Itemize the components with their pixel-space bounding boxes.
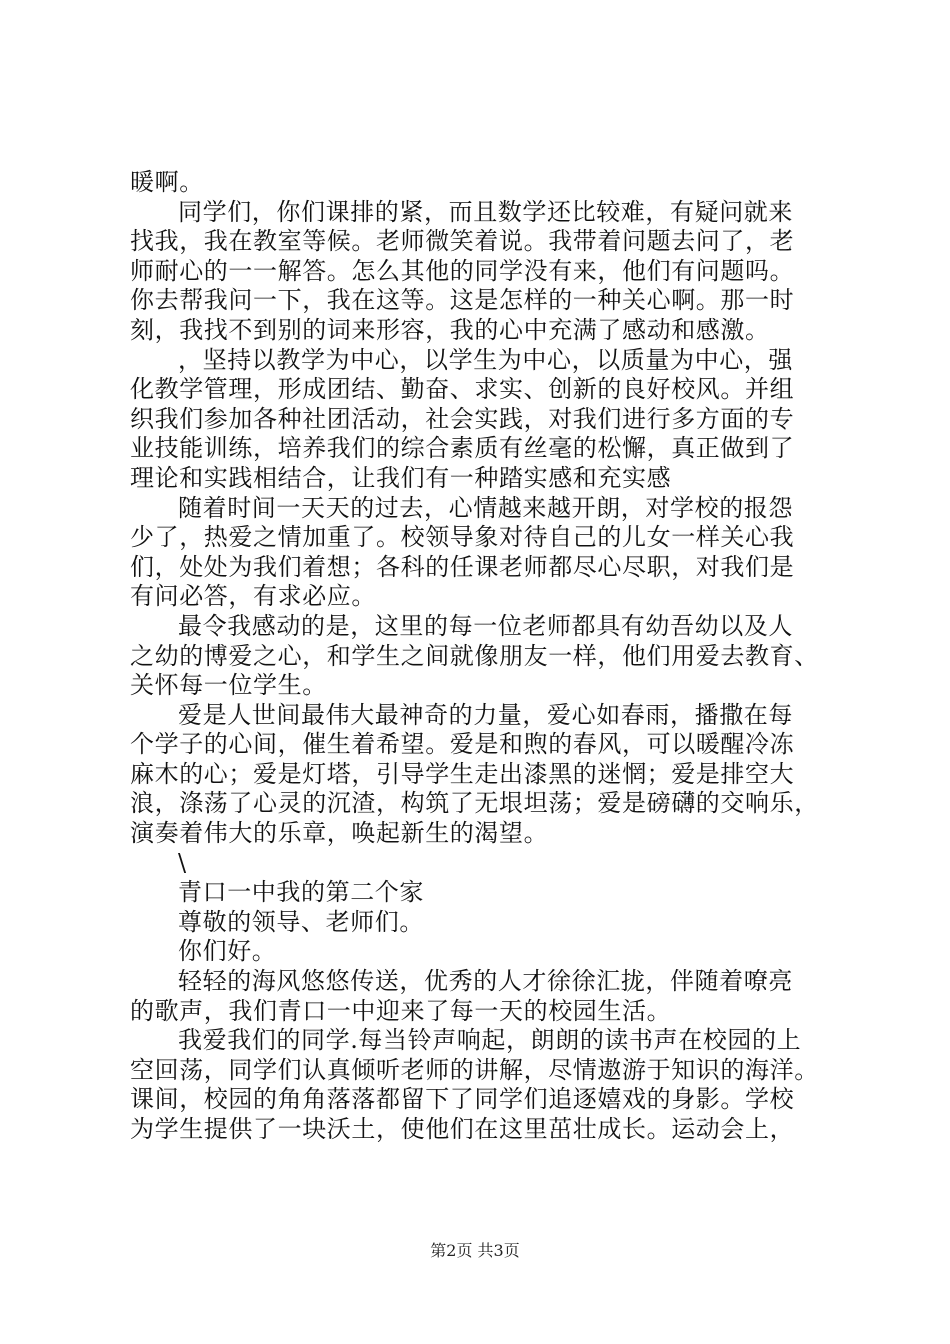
- text-line: 同学们，你们课排的紧，而且数学还比较难，有疑问就来: [178, 197, 793, 226]
- text-line: 你们好。: [178, 937, 277, 966]
- text-line: 理论和实践相结合，让我们有一种踏实感和充实感: [130, 463, 672, 492]
- text-line: 织我们参加各种社团活动，社会实践，对我们进行多方面的专: [130, 404, 795, 433]
- text-line: 你去帮我问一下，我在这等。这是怎样的一种关心啊。那一时: [130, 286, 795, 315]
- text-line: 为学生提供了一块沃土，使他们在这里茁壮成长。运动会上，: [130, 1115, 795, 1143]
- text-line: 们，处处为我们着想；各科的任课老师都尽心尽职，对我们是: [130, 552, 795, 581]
- text-line: 我爱我们的同学.每当铃声响起，朗朗的读书声在校园的上: [178, 1026, 802, 1055]
- text-line: \: [178, 848, 187, 877]
- text-line: 浪，涤荡了心灵的沉渣，构筑了无垠坦荡；爱是磅礴的交响乐，: [130, 789, 819, 818]
- text-line: 轻轻的海风悠悠传送，优秀的人才徐徐汇拢，伴随着嘹亮: [178, 967, 793, 996]
- text-line: 课间，校园的角角落落都留下了同学们追逐嬉戏的身影。学校: [130, 1085, 795, 1114]
- text-line: 青口一中我的第二个家: [178, 878, 424, 907]
- text-line: 少了，热爱之情加重了。校领导象对待自己的儿女一样关心我: [130, 523, 795, 552]
- text-line: 有问必答，有求必应。: [130, 582, 376, 611]
- page-number-footer: 第2页 共3页: [430, 1241, 520, 1260]
- text-line: 刻，我找不到别的词来形容，我的心中充满了感动和感激。: [130, 315, 770, 344]
- text-line: 个学子的心间，催生着希望。爱是和煦的春风，可以暖醒冷冻: [130, 730, 795, 759]
- text-line: 之幼的博爱之心，和学生之间就像朋友一样，他们用爱去教育、: [130, 641, 819, 670]
- text-line: 最令我感动的是，这里的每一位老师都具有幼吾幼以及人: [178, 611, 793, 640]
- text-line: ，坚持以教学为中心，以学生为中心，以质量为中心，强: [178, 345, 793, 374]
- text-line: 尊敬的领导、老师们。: [178, 907, 424, 936]
- text-line: 演奏着伟大的乐章，唤起新生的渴望。: [130, 819, 549, 848]
- text-line: 业技能训练，培养我们的综合素质有丝毫的松懈，真正做到了: [130, 434, 795, 463]
- text-line: 麻木的心；爱是灯塔，引导学生走出漆黑的迷惘；爱是排空大: [130, 759, 795, 788]
- text-line: 空回荡，同学们认真倾听老师的讲解，尽情遨游于知识的海洋。: [130, 1055, 819, 1084]
- text-line: 随着时间一天天的过去，心情越来越开朗，对学校的报怨: [178, 493, 793, 522]
- document-body: [130, 168, 830, 1145]
- text-line: 的歌声，我们青口一中迎来了每一天的校园生活。: [130, 996, 672, 1025]
- text-line: 找我，我在教室等候。老师微笑着说。我带着问题去问了，老: [130, 227, 795, 256]
- text-line: 暖啊。: [130, 168, 204, 196]
- text-line: 关怀每一位学生。: [130, 671, 327, 700]
- text-line: 师耐心的一一解答。怎么其他的同学没有来，他们有问题吗。: [130, 256, 795, 285]
- text-line: 化教学管理，形成团结、勤奋、求实、创新的良好校风。并组: [130, 375, 795, 404]
- text-line: 爱是人世间最伟大最神奇的力量，爱心如春雨，播撒在每: [178, 700, 793, 729]
